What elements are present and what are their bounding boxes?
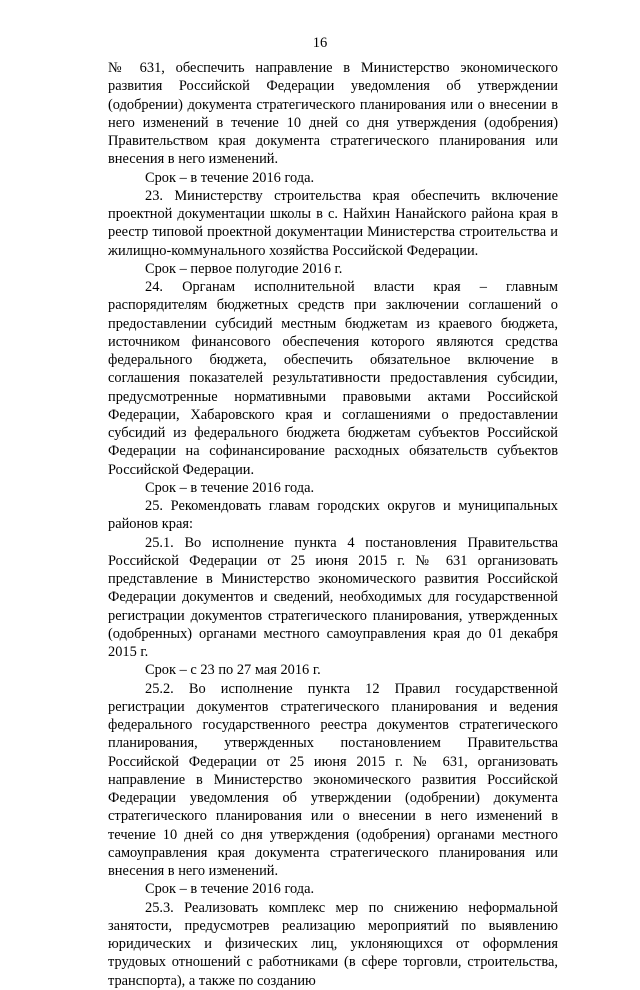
paragraph-23: 23. Министерству строительства края обеспечить включение проектной документации школы в с. Найхин Нанайского района края в реестр типовой проектной документации Министерства строительства и жилищно-коммунального хозяйства Российской Федерации.: [108, 187, 558, 259]
paragraph-24: 24. Органам исполнительной власти края – главным распорядителям бюджетных средств при заключении соглашений о предоставлении субсидий местным бюджетам из краевого бюджета, источником финансового обеспечения которого являются средства федерального бюджета, обеспечить обязательное включение в соглашения показателей результативности предоставления субсидии, предусмотренные нормативными правовыми актами Российской Федерации, Хабаровского края и соглашениями о предоставлении субсидий из федерального бюджета бюджетам субъектов Российской Федерации на софинансирование расходных обязательств субъектов Российской Федерации.: [108, 279, 558, 478]
deadline-line: Срок – первое полугодие 2016 г.: [145, 260, 343, 277]
paragraph-25-1: 25.1. Во исполнение пункта 4 постановления Правительства Российской Федерации от 25 июня 2015 г. № 631 организовать представление в Министерство экономического развития Российской Федерации документов и сведений, необходимых для государственной регистрации документов стратегического планирования, утвержденных (одобренных) органами местного самоуправления края до 01 декабря 2015 г.: [108, 534, 558, 660]
paragraph-25-2: 25.2. Во исполнение пункта 12 Правил государственной регистрации документов стратегического планирования и ведения федерального государственного реестра документов стратегического планирования, утвержденных постановлением Правительства Российской Федерации от 25 июня 2015 г. № 631, организовать направление в Министерство экономического развития Российской Федерации уведомления об утверждении (одобрении) документа стратегического планирования или о внесении в него изменений в течение 10 дней со дня утверждения (одобрения) органами местного самоуправления края документа стратегического планирования или внесения в него изменений.: [108, 680, 558, 879]
paragraph-22-continuation: № 631, обеспечить направление в Министерство экономического развития Российской Федерации уведомления об утверждении (одобрении) документа стратегического планирования или о внесении в него изменений в течение 10 дней со дня утверждения (одобрения) Правительством края документа стратегического планирования или внесения в него изменений.: [108, 60, 558, 168]
deadline-line: Срок – в течение 2016 года.: [145, 479, 315, 496]
document-body: [108, 59, 558, 990]
deadline-line: Срок – в течение 2016 года.: [145, 169, 315, 186]
page-number: 16: [312, 35, 328, 51]
paragraph-25-3: 25.3. Реализовать комплекс мер по снижению неформальной занятости, предусмотрев реализацию мероприятий по выявлению юридических и физических лиц, уклоняющихся от оформления трудовых отношений с работниками (в сфере торговли, строительства, транспорта), а также по созданию: [108, 899, 558, 989]
paragraph-25: 25. Рекомендовать главам городских округов и муниципальных районов края:: [108, 498, 558, 533]
deadline-line: Срок – с 23 по 27 мая 2016 г.: [145, 662, 321, 679]
deadline-line: Срок – в течение 2016 года.: [145, 881, 315, 898]
